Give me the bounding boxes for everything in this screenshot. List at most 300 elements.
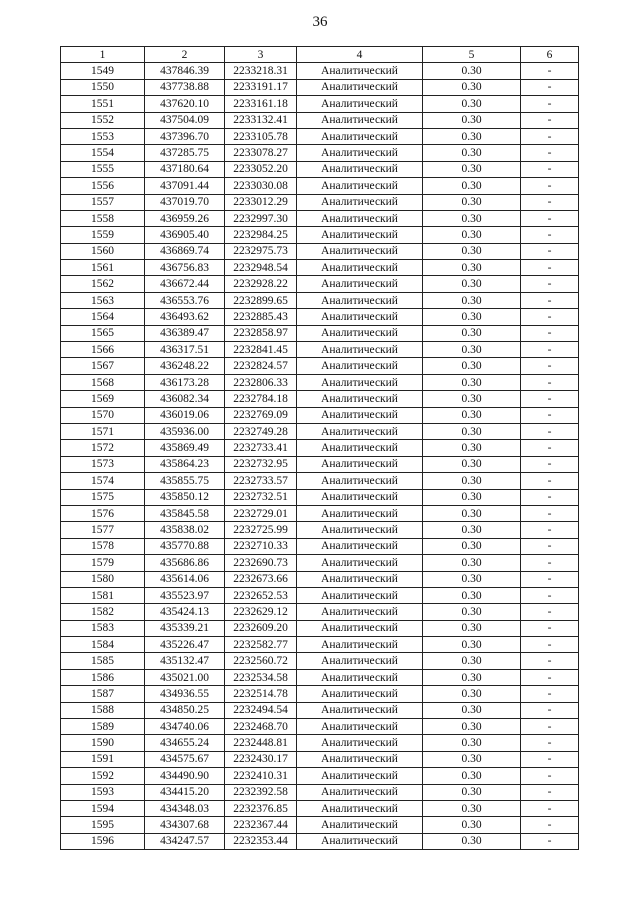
cell-x-coordinate: 434575.67 xyxy=(145,751,225,767)
cell-accuracy: 0.30 xyxy=(423,63,521,79)
cell-point-number: 1564 xyxy=(61,309,145,325)
table-row xyxy=(61,686,579,702)
cell-x-coordinate: 435838.02 xyxy=(145,522,225,538)
header-row xyxy=(61,47,579,63)
cell-point-number: 1577 xyxy=(61,522,145,538)
cell-point-number: 1594 xyxy=(61,800,145,816)
cell-method: Аналитический xyxy=(297,522,423,538)
cell-point-number: 1573 xyxy=(61,456,145,472)
table-row xyxy=(61,243,579,259)
cell-x-coordinate: 435132.47 xyxy=(145,653,225,669)
cell-note: - xyxy=(521,473,579,489)
cell-accuracy: 0.30 xyxy=(423,653,521,669)
cell-note: - xyxy=(521,456,579,472)
cell-y-coordinate: 2232652.53 xyxy=(225,587,297,603)
cell-method: Аналитический xyxy=(297,620,423,636)
cell-note: - xyxy=(521,227,579,243)
cell-accuracy: 0.30 xyxy=(423,637,521,653)
cell-method: Аналитический xyxy=(297,210,423,226)
cell-y-coordinate: 2232534.58 xyxy=(225,669,297,685)
cell-note: - xyxy=(521,669,579,685)
cell-y-coordinate: 2233078.27 xyxy=(225,145,297,161)
cell-x-coordinate: 435864.23 xyxy=(145,456,225,472)
table-row xyxy=(61,161,579,177)
cell-method: Аналитический xyxy=(297,227,423,243)
cell-point-number: 1596 xyxy=(61,833,145,849)
cell-method: Аналитический xyxy=(297,505,423,521)
cell-note: - xyxy=(521,719,579,735)
cell-point-number: 1578 xyxy=(61,538,145,554)
cell-x-coordinate: 437846.39 xyxy=(145,63,225,79)
cell-point-number: 1558 xyxy=(61,210,145,226)
cell-accuracy: 0.30 xyxy=(423,489,521,505)
cell-y-coordinate: 2232997.30 xyxy=(225,210,297,226)
table-row xyxy=(61,669,579,685)
cell-point-number: 1590 xyxy=(61,735,145,751)
cell-x-coordinate: 435339.21 xyxy=(145,620,225,636)
table-row xyxy=(61,309,579,325)
cell-point-number: 1576 xyxy=(61,505,145,521)
cell-note: - xyxy=(521,325,579,341)
cell-note: - xyxy=(521,637,579,653)
cell-y-coordinate: 2232430.17 xyxy=(225,751,297,767)
table-row xyxy=(61,473,579,489)
cell-x-coordinate: 435614.06 xyxy=(145,571,225,587)
cell-accuracy: 0.30 xyxy=(423,817,521,833)
cell-note: - xyxy=(521,505,579,521)
cell-x-coordinate: 437504.09 xyxy=(145,112,225,128)
cell-x-coordinate: 436672.44 xyxy=(145,276,225,292)
table-header xyxy=(61,47,579,63)
cell-note: - xyxy=(521,292,579,308)
cell-method: Аналитический xyxy=(297,145,423,161)
table-row xyxy=(61,128,579,144)
cell-point-number: 1582 xyxy=(61,604,145,620)
table-row xyxy=(61,604,579,620)
cell-accuracy: 0.30 xyxy=(423,79,521,95)
cell-accuracy: 0.30 xyxy=(423,522,521,538)
cell-x-coordinate: 434655.24 xyxy=(145,735,225,751)
cell-note: - xyxy=(521,96,579,112)
cell-y-coordinate: 2233012.29 xyxy=(225,194,297,210)
cell-accuracy: 0.30 xyxy=(423,227,521,243)
cell-x-coordinate: 435850.12 xyxy=(145,489,225,505)
cell-method: Аналитический xyxy=(297,800,423,816)
cell-x-coordinate: 436756.83 xyxy=(145,260,225,276)
column-header-y-coordinate: 3 xyxy=(225,47,297,63)
cell-method: Аналитический xyxy=(297,194,423,210)
table-row xyxy=(61,719,579,735)
cell-x-coordinate: 437180.64 xyxy=(145,161,225,177)
table-row xyxy=(61,522,579,538)
cell-x-coordinate: 436905.40 xyxy=(145,227,225,243)
cell-accuracy: 0.30 xyxy=(423,751,521,767)
table-row xyxy=(61,587,579,603)
cell-method: Аналитический xyxy=(297,669,423,685)
cell-x-coordinate: 435226.47 xyxy=(145,637,225,653)
cell-note: - xyxy=(521,260,579,276)
cell-x-coordinate: 436869.74 xyxy=(145,243,225,259)
cell-x-coordinate: 434740.06 xyxy=(145,719,225,735)
cell-accuracy: 0.30 xyxy=(423,669,521,685)
cell-accuracy: 0.30 xyxy=(423,292,521,308)
cell-y-coordinate: 2232710.33 xyxy=(225,538,297,554)
cell-method: Аналитический xyxy=(297,161,423,177)
cell-method: Аналитический xyxy=(297,653,423,669)
cell-y-coordinate: 2232824.57 xyxy=(225,358,297,374)
cell-point-number: 1553 xyxy=(61,128,145,144)
table-row xyxy=(61,817,579,833)
cell-x-coordinate: 435855.75 xyxy=(145,473,225,489)
cell-accuracy: 0.30 xyxy=(423,243,521,259)
cell-accuracy: 0.30 xyxy=(423,702,521,718)
cell-method: Аналитический xyxy=(297,374,423,390)
cell-note: - xyxy=(521,686,579,702)
cell-note: - xyxy=(521,800,579,816)
cell-x-coordinate: 434307.68 xyxy=(145,817,225,833)
cell-x-coordinate: 436082.34 xyxy=(145,391,225,407)
cell-note: - xyxy=(521,210,579,226)
cell-y-coordinate: 2232514.78 xyxy=(225,686,297,702)
cell-y-coordinate: 2232367.44 xyxy=(225,817,297,833)
cell-x-coordinate: 436173.28 xyxy=(145,374,225,390)
cell-y-coordinate: 2232984.25 xyxy=(225,227,297,243)
cell-point-number: 1572 xyxy=(61,440,145,456)
cell-y-coordinate: 2233052.20 xyxy=(225,161,297,177)
cell-note: - xyxy=(521,735,579,751)
cell-point-number: 1566 xyxy=(61,342,145,358)
cell-note: - xyxy=(521,833,579,849)
table-row xyxy=(61,260,579,276)
cell-x-coordinate: 434850.25 xyxy=(145,702,225,718)
cell-y-coordinate: 2232494.54 xyxy=(225,702,297,718)
cell-accuracy: 0.30 xyxy=(423,735,521,751)
cell-x-coordinate: 437620.10 xyxy=(145,96,225,112)
cell-y-coordinate: 2232392.58 xyxy=(225,784,297,800)
cell-note: - xyxy=(521,538,579,554)
cell-y-coordinate: 2232410.31 xyxy=(225,768,297,784)
cell-y-coordinate: 2233132.41 xyxy=(225,112,297,128)
cell-accuracy: 0.30 xyxy=(423,325,521,341)
cell-note: - xyxy=(521,145,579,161)
cell-x-coordinate: 436553.76 xyxy=(145,292,225,308)
cell-method: Аналитический xyxy=(297,178,423,194)
cell-point-number: 1569 xyxy=(61,391,145,407)
cell-y-coordinate: 2232725.99 xyxy=(225,522,297,538)
cell-y-coordinate: 2233105.78 xyxy=(225,128,297,144)
cell-y-coordinate: 2232858.97 xyxy=(225,325,297,341)
column-header-method: 4 xyxy=(297,47,423,63)
cell-method: Аналитический xyxy=(297,96,423,112)
cell-method: Аналитический xyxy=(297,719,423,735)
cell-point-number: 1565 xyxy=(61,325,145,341)
cell-point-number: 1557 xyxy=(61,194,145,210)
cell-method: Аналитический xyxy=(297,260,423,276)
cell-method: Аналитический xyxy=(297,325,423,341)
cell-accuracy: 0.30 xyxy=(423,768,521,784)
cell-method: Аналитический xyxy=(297,391,423,407)
cell-accuracy: 0.30 xyxy=(423,358,521,374)
cell-point-number: 1551 xyxy=(61,96,145,112)
cell-point-number: 1581 xyxy=(61,587,145,603)
cell-method: Аналитический xyxy=(297,473,423,489)
cell-point-number: 1568 xyxy=(61,374,145,390)
table-row xyxy=(61,505,579,521)
table-row xyxy=(61,292,579,308)
cell-point-number: 1591 xyxy=(61,751,145,767)
cell-method: Аналитический xyxy=(297,571,423,587)
cell-y-coordinate: 2232732.51 xyxy=(225,489,297,505)
cell-point-number: 1574 xyxy=(61,473,145,489)
cell-x-coordinate: 435936.00 xyxy=(145,423,225,439)
cell-method: Аналитический xyxy=(297,309,423,325)
cell-y-coordinate: 2232732.95 xyxy=(225,456,297,472)
table-row xyxy=(61,374,579,390)
cell-y-coordinate: 2232885.43 xyxy=(225,309,297,325)
table-row xyxy=(61,833,579,849)
cell-x-coordinate: 435686.86 xyxy=(145,555,225,571)
cell-method: Аналитический xyxy=(297,768,423,784)
cell-method: Аналитический xyxy=(297,112,423,128)
table-row xyxy=(61,342,579,358)
cell-note: - xyxy=(521,653,579,669)
cell-accuracy: 0.30 xyxy=(423,686,521,702)
table-row xyxy=(61,96,579,112)
cell-x-coordinate: 437019.70 xyxy=(145,194,225,210)
table-row xyxy=(61,178,579,194)
cell-note: - xyxy=(521,309,579,325)
table-row xyxy=(61,571,579,587)
cell-accuracy: 0.30 xyxy=(423,800,521,816)
cell-y-coordinate: 2232609.20 xyxy=(225,620,297,636)
cell-point-number: 1556 xyxy=(61,178,145,194)
cell-accuracy: 0.30 xyxy=(423,505,521,521)
cell-note: - xyxy=(521,784,579,800)
cell-accuracy: 0.30 xyxy=(423,587,521,603)
cell-x-coordinate: 435523.97 xyxy=(145,587,225,603)
cell-point-number: 1588 xyxy=(61,702,145,718)
cell-x-coordinate: 434415.20 xyxy=(145,784,225,800)
cell-method: Аналитический xyxy=(297,817,423,833)
cell-point-number: 1587 xyxy=(61,686,145,702)
table-row xyxy=(61,637,579,653)
cell-note: - xyxy=(521,112,579,128)
cell-accuracy: 0.30 xyxy=(423,210,521,226)
cell-y-coordinate: 2232353.44 xyxy=(225,833,297,849)
cell-point-number: 1575 xyxy=(61,489,145,505)
cell-point-number: 1583 xyxy=(61,620,145,636)
cell-point-number: 1549 xyxy=(61,63,145,79)
cell-point-number: 1586 xyxy=(61,669,145,685)
cell-x-coordinate: 435021.00 xyxy=(145,669,225,685)
cell-note: - xyxy=(521,522,579,538)
cell-accuracy: 0.30 xyxy=(423,374,521,390)
cell-y-coordinate: 2232673.66 xyxy=(225,571,297,587)
cell-accuracy: 0.30 xyxy=(423,407,521,423)
cell-y-coordinate: 2232806.33 xyxy=(225,374,297,390)
cell-y-coordinate: 2232975.73 xyxy=(225,243,297,259)
cell-y-coordinate: 2232629.12 xyxy=(225,604,297,620)
cell-point-number: 1560 xyxy=(61,243,145,259)
cell-accuracy: 0.30 xyxy=(423,260,521,276)
cell-note: - xyxy=(521,407,579,423)
cell-method: Аналитический xyxy=(297,440,423,456)
cell-accuracy: 0.30 xyxy=(423,719,521,735)
cell-y-coordinate: 2232769.09 xyxy=(225,407,297,423)
cell-y-coordinate: 2233191.17 xyxy=(225,79,297,95)
cell-y-coordinate: 2232749.28 xyxy=(225,423,297,439)
cell-method: Аналитический xyxy=(297,292,423,308)
cell-note: - xyxy=(521,79,579,95)
table-row xyxy=(61,768,579,784)
cell-accuracy: 0.30 xyxy=(423,604,521,620)
cell-method: Аналитический xyxy=(297,751,423,767)
cell-x-coordinate: 435770.88 xyxy=(145,538,225,554)
cell-note: - xyxy=(521,571,579,587)
cell-accuracy: 0.30 xyxy=(423,128,521,144)
table-row xyxy=(61,423,579,439)
cell-x-coordinate: 437738.88 xyxy=(145,79,225,95)
cell-accuracy: 0.30 xyxy=(423,571,521,587)
cell-y-coordinate: 2232784.18 xyxy=(225,391,297,407)
column-header-note: 6 xyxy=(521,47,579,63)
cell-y-coordinate: 2232448.81 xyxy=(225,735,297,751)
cell-accuracy: 0.30 xyxy=(423,473,521,489)
cell-method: Аналитический xyxy=(297,784,423,800)
cell-accuracy: 0.30 xyxy=(423,194,521,210)
cell-note: - xyxy=(521,391,579,407)
cell-y-coordinate: 2232899.65 xyxy=(225,292,297,308)
cell-method: Аналитический xyxy=(297,637,423,653)
cell-x-coordinate: 437285.75 xyxy=(145,145,225,161)
cell-method: Аналитический xyxy=(297,702,423,718)
cell-point-number: 1570 xyxy=(61,407,145,423)
cell-accuracy: 0.30 xyxy=(423,309,521,325)
cell-note: - xyxy=(521,243,579,259)
table-row xyxy=(61,456,579,472)
cell-method: Аналитический xyxy=(297,538,423,554)
cell-note: - xyxy=(521,817,579,833)
cell-y-coordinate: 2232560.72 xyxy=(225,653,297,669)
cell-x-coordinate: 434247.57 xyxy=(145,833,225,849)
cell-method: Аналитический xyxy=(297,358,423,374)
cell-point-number: 1593 xyxy=(61,784,145,800)
cell-method: Аналитический xyxy=(297,63,423,79)
cell-method: Аналитический xyxy=(297,128,423,144)
cell-x-coordinate: 436389.47 xyxy=(145,325,225,341)
cell-x-coordinate: 435845.58 xyxy=(145,505,225,521)
cell-y-coordinate: 2232733.41 xyxy=(225,440,297,456)
page-number: 36 xyxy=(312,14,328,30)
table-row xyxy=(61,145,579,161)
cell-x-coordinate: 434936.55 xyxy=(145,686,225,702)
cell-y-coordinate: 2232841.45 xyxy=(225,342,297,358)
cell-point-number: 1563 xyxy=(61,292,145,308)
cell-point-number: 1561 xyxy=(61,260,145,276)
table-row xyxy=(61,63,579,79)
cell-method: Аналитический xyxy=(297,456,423,472)
cell-method: Аналитический xyxy=(297,686,423,702)
cell-accuracy: 0.30 xyxy=(423,833,521,849)
table-row xyxy=(61,194,579,210)
table-row xyxy=(61,555,579,571)
cell-point-number: 1585 xyxy=(61,653,145,669)
cell-y-coordinate: 2233161.18 xyxy=(225,96,297,112)
table-row xyxy=(61,391,579,407)
cell-method: Аналитический xyxy=(297,555,423,571)
cell-method: Аналитический xyxy=(297,604,423,620)
table-row xyxy=(61,751,579,767)
cell-note: - xyxy=(521,440,579,456)
cell-accuracy: 0.30 xyxy=(423,423,521,439)
cell-note: - xyxy=(521,358,579,374)
cell-note: - xyxy=(521,161,579,177)
cell-y-coordinate: 2232582.77 xyxy=(225,637,297,653)
cell-accuracy: 0.30 xyxy=(423,161,521,177)
table-row xyxy=(61,440,579,456)
cell-note: - xyxy=(521,178,579,194)
cell-note: - xyxy=(521,751,579,767)
cell-note: - xyxy=(521,587,579,603)
cell-method: Аналитический xyxy=(297,833,423,849)
cell-y-coordinate: 2233030.08 xyxy=(225,178,297,194)
cell-accuracy: 0.30 xyxy=(423,276,521,292)
cell-x-coordinate: 436317.51 xyxy=(145,342,225,358)
cell-x-coordinate: 436959.26 xyxy=(145,210,225,226)
cell-method: Аналитический xyxy=(297,79,423,95)
cell-point-number: 1579 xyxy=(61,555,145,571)
cell-note: - xyxy=(521,489,579,505)
cell-accuracy: 0.30 xyxy=(423,784,521,800)
cell-point-number: 1567 xyxy=(61,358,145,374)
cell-x-coordinate: 435424.13 xyxy=(145,604,225,620)
cell-note: - xyxy=(521,128,579,144)
table-row xyxy=(61,702,579,718)
cell-note: - xyxy=(521,374,579,390)
table-row xyxy=(61,800,579,816)
cell-point-number: 1559 xyxy=(61,227,145,243)
cell-note: - xyxy=(521,768,579,784)
cell-y-coordinate: 2232928.22 xyxy=(225,276,297,292)
cell-point-number: 1554 xyxy=(61,145,145,161)
cell-point-number: 1550 xyxy=(61,79,145,95)
table-row xyxy=(61,325,579,341)
table-row xyxy=(61,276,579,292)
cell-note: - xyxy=(521,702,579,718)
cell-method: Аналитический xyxy=(297,587,423,603)
cell-point-number: 1595 xyxy=(61,817,145,833)
cell-x-coordinate: 434348.03 xyxy=(145,800,225,816)
cell-y-coordinate: 2232733.57 xyxy=(225,473,297,489)
cell-method: Аналитический xyxy=(297,423,423,439)
cell-accuracy: 0.30 xyxy=(423,440,521,456)
cell-y-coordinate: 2232376.85 xyxy=(225,800,297,816)
table-row xyxy=(61,653,579,669)
cell-point-number: 1580 xyxy=(61,571,145,587)
cell-note: - xyxy=(521,555,579,571)
table-row xyxy=(61,407,579,423)
cell-accuracy: 0.30 xyxy=(423,391,521,407)
cell-y-coordinate: 2232948.54 xyxy=(225,260,297,276)
cell-method: Аналитический xyxy=(297,407,423,423)
cell-point-number: 1552 xyxy=(61,112,145,128)
table-row xyxy=(61,538,579,554)
table-row xyxy=(61,620,579,636)
table-row xyxy=(61,735,579,751)
cell-method: Аналитический xyxy=(297,243,423,259)
cell-note: - xyxy=(521,194,579,210)
cell-accuracy: 0.30 xyxy=(423,538,521,554)
